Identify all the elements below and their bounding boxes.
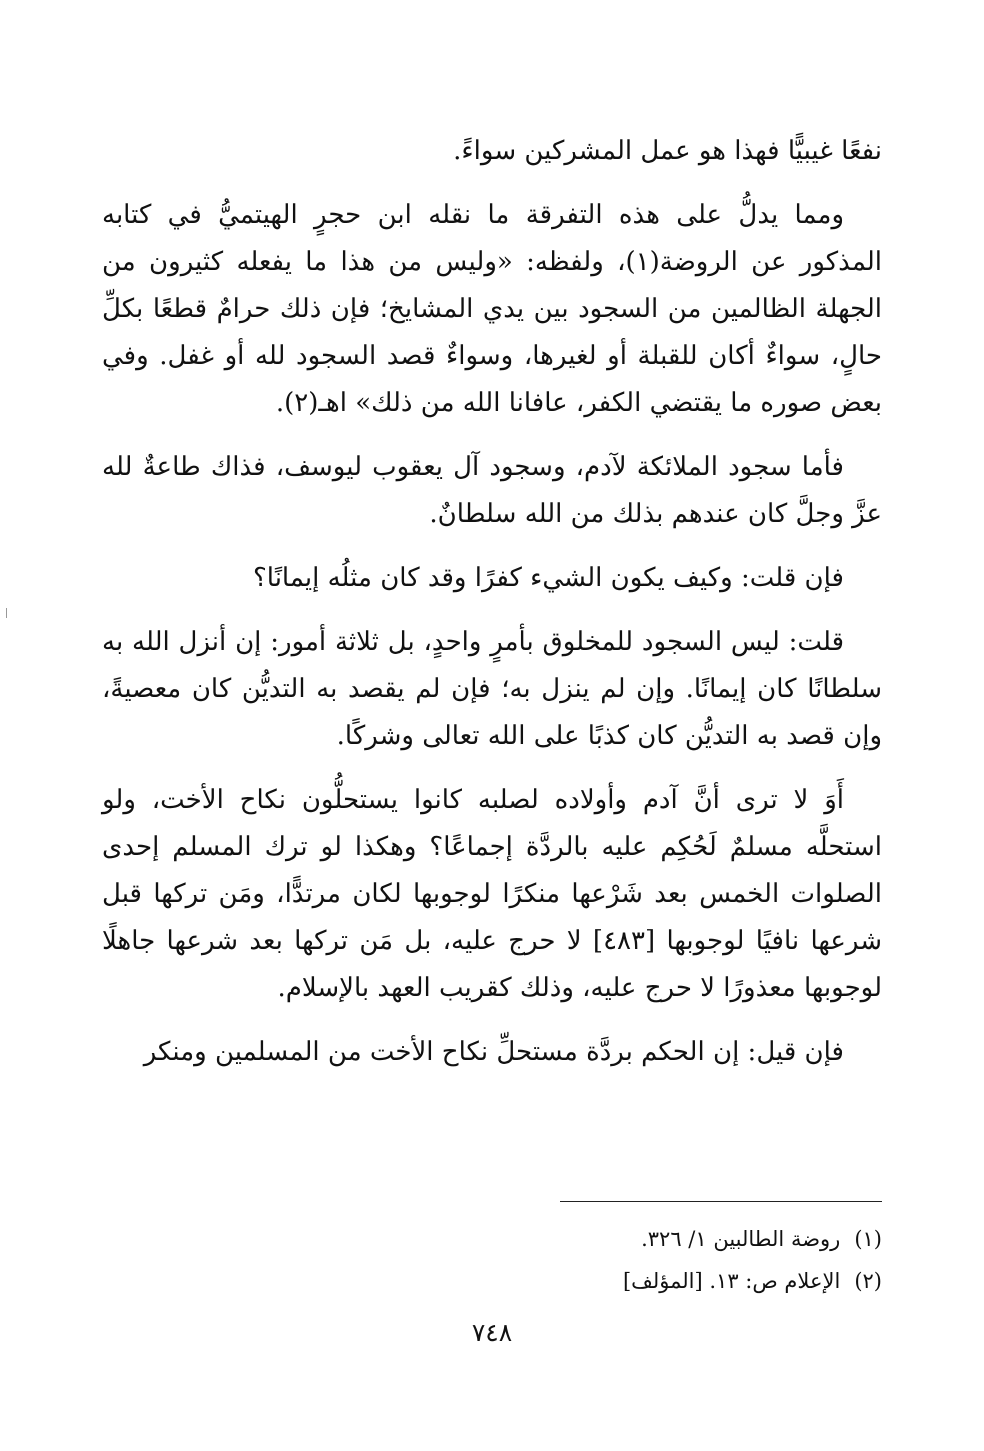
paragraph-2: ومما يدلُّ على هذه التفرقة ما نقله ابن حجرٍ الهيتميُّ في كتابه المذكور عن الروضة(١)، ولفظه: «وليس من هذا ما يفعله كثيرون من الجهلة الظالمين من السجود بين يدي المشايخ؛ فإن ذلك حرامٌ قطعًا بكلِّ حالٍ، سواءٌ أكان للقبلة أو لغيرها، وسواءٌ قصد السجود لله أو غفل. وفي بعض صوره ما يقتضي الكفر، عافانا الله من ذلك» اهـ(٢).	[102, 200, 882, 418]
footnote-text: روضة الطالبين ١/ ٣٢٦.	[641, 1227, 841, 1251]
paragraph-7: فإن قيل: إن الحكم بردَّة مستحلِّ نكاح الأخت من المسلمين ومنكر	[143, 1037, 844, 1067]
paragraph-5: قلت: ليس السجود للمخلوق بأمرٍ واحدٍ، بل ثلاثة أمور: إن أنزل الله به سلطانًا كان إيمانًا. وإن لم ينزل به؛ فإن لم يقصد به التديُّن كان معصيةً، وإن قصد به التديُّن كان كذبًا على الله تعالى وشركًا.	[102, 627, 882, 751]
main-text	[102, 128, 882, 1093]
footnote-number: (٢)	[854, 1269, 882, 1293]
paragraph-3: فأما سجود الملائكة لآدم، وسجود آل يعقوب ليوسف، فذاك طاعةٌ لله عزَّ وجلَّ كان عندهم بذلك من الله سلطانٌ.	[102, 452, 882, 529]
scan-margin-mark	[6, 608, 7, 618]
paragraph-6: أَوَ لا ترى أنَّ آدم وأولاده لصلبه كانوا يستحلُّون نكاح الأخت، ولو استحلَّه مسلمٌ لَحُكِم عليه بالردَّة إجماعًا؟ وهكذا لو ترك المسلم إحدى الصلوات الخمس بعد شَرْعها منكرًا لوجوبها لكان مرتدًّا، ومَن تركها قبل شرعها نافيًا لوجوبها [٤٨٣] لا حرج عليه، بل مَن تركها بعد شرعها جاهلًا لوجوبها معذورًا لا حرج عليه، وذلك كقريب العهد بالإسلام.	[102, 785, 882, 1003]
footnote-number: (١)	[854, 1227, 882, 1251]
footnotes	[102, 1218, 882, 1302]
footnote-text: الإعلام ص: ١٣. [المؤلف]	[622, 1269, 841, 1293]
footnote-1	[102, 1218, 882, 1260]
paragraph-4: فإن قلت: وكيف يكون الشيء كفرًا وقد كان مثلُه إيمانًا؟	[252, 563, 844, 593]
footnote-separator	[560, 1201, 882, 1202]
paragraph-1: نفعًا غيبيًّا فهذا هو عمل المشركين سواءً.	[453, 136, 882, 166]
footnote-2	[102, 1260, 882, 1302]
page-number: ٧٤٨	[471, 1318, 513, 1347]
